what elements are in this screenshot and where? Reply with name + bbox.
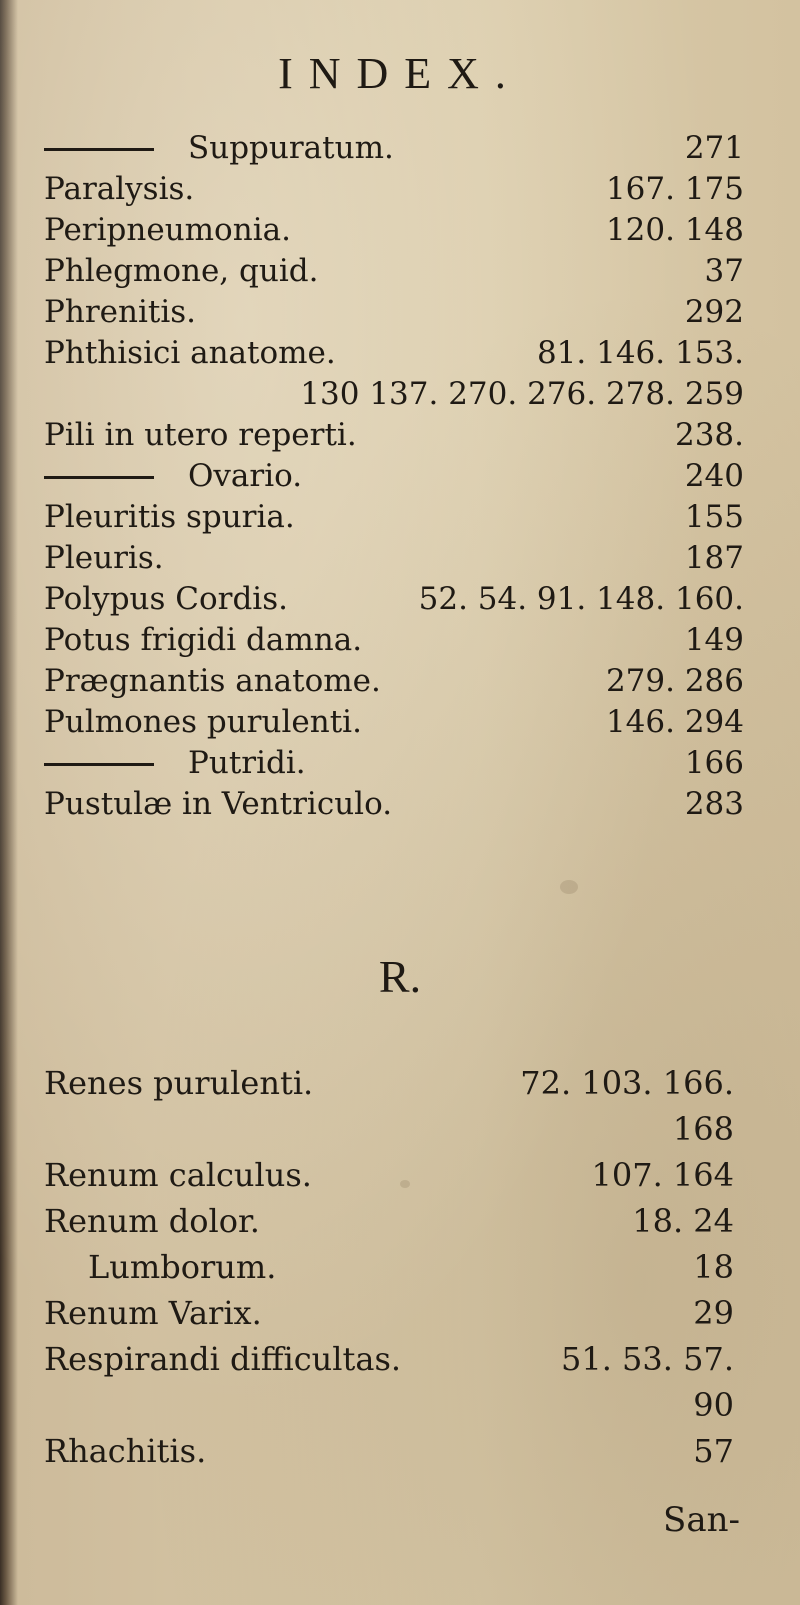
index-entry xyxy=(44,1060,734,1106)
entry-pages: 72. 103. 166. xyxy=(520,1064,734,1102)
index-entry xyxy=(44,784,744,825)
entry-label: Rhachitis. xyxy=(44,1432,207,1470)
index-entry xyxy=(44,128,744,169)
index-entry xyxy=(44,333,744,374)
entry-pages: 283 xyxy=(684,786,744,822)
entry-label: Pleuris. xyxy=(44,540,164,576)
entry-pages: 107. 164 xyxy=(591,1156,734,1194)
index-entry xyxy=(44,1290,734,1336)
entry-label: Renum Varix. xyxy=(44,1294,262,1332)
section-letter: R. xyxy=(378,951,422,1002)
index-entry xyxy=(44,456,744,497)
ditto-dash xyxy=(44,148,154,151)
index-entries-r xyxy=(44,1060,734,1474)
entry-pages: 167. 175 xyxy=(605,171,744,207)
index-entry xyxy=(44,415,744,456)
index-entry xyxy=(44,210,744,251)
entry-label: Phrenitis. xyxy=(44,294,197,330)
entry-pages: 240 xyxy=(684,458,744,494)
entry-label: Renum calculus. xyxy=(44,1156,312,1194)
entry-label: Lumborum. xyxy=(88,1248,277,1286)
index-entry xyxy=(44,702,744,743)
entry-pages: 51. 53. 57. xyxy=(560,1340,734,1378)
entry-pages: 279. 286 xyxy=(605,663,744,699)
ditto-dash xyxy=(44,476,154,479)
entry-label: Prægnantis anatome. xyxy=(44,663,381,699)
entry-pages: 90 xyxy=(693,1386,734,1424)
entry-label: Ovario. xyxy=(188,458,303,494)
index-entry xyxy=(44,1336,734,1382)
index-entry xyxy=(44,169,744,210)
index-subentry xyxy=(44,1244,734,1290)
entry-label: Suppuratum. xyxy=(188,130,394,166)
entry-pages: 155 xyxy=(684,499,744,535)
entry-label: Pleuritis spuria. xyxy=(44,499,295,535)
entry-pages: 149 xyxy=(684,622,744,658)
index-entry xyxy=(44,292,744,333)
entry-label: Pustulæ in Ventriculo. xyxy=(44,786,393,822)
ditto-dash xyxy=(44,763,154,766)
entry-label: Putridi. xyxy=(188,745,306,781)
index-entry xyxy=(44,743,744,784)
entry-label: Peripneumonia. xyxy=(44,212,291,248)
index-entry xyxy=(44,1152,734,1198)
entry-pages: 146. 294 xyxy=(605,704,744,740)
entry-label: Phthisici anatome. xyxy=(44,335,336,371)
ink-blot xyxy=(560,880,578,894)
entry-pages: 18. 24 xyxy=(632,1202,734,1240)
entry-label: Pulmones purulenti. xyxy=(44,704,362,740)
entry-label: Renes purulenti. xyxy=(44,1064,314,1102)
entry-pages: 168 xyxy=(672,1110,734,1148)
index-entry xyxy=(44,538,744,579)
entry-pages: 18 xyxy=(693,1248,734,1286)
entry-label: Polypus Cordis. xyxy=(44,581,288,617)
entry-pages: 271 xyxy=(684,130,744,166)
index-entry xyxy=(44,1428,734,1474)
entry-pages: 29 xyxy=(693,1294,734,1332)
entry-label: Phlegmone, quid. xyxy=(44,253,319,289)
index-entry xyxy=(44,579,744,620)
entry-pages: 120. 148 xyxy=(605,212,744,248)
entry-label: Paralysis. xyxy=(44,171,195,207)
index-entry xyxy=(44,251,744,292)
entry-pages: 37 xyxy=(704,253,744,289)
entry-pages: 238. xyxy=(674,417,744,453)
index-entry-continuation xyxy=(44,374,744,415)
entry-label: Pili in utero reperti. xyxy=(44,417,357,453)
index-entry xyxy=(44,1198,734,1244)
index-entries-p xyxy=(44,128,744,825)
entry-pages: 52. 54. 91. 148. 160. xyxy=(418,581,744,617)
entry-pages: 81. 146. 153. xyxy=(536,335,744,371)
index-entry xyxy=(44,661,744,702)
catchword: San- xyxy=(663,1500,740,1540)
page-title: INDEX. xyxy=(278,49,522,98)
entry-pages: 187 xyxy=(684,540,744,576)
index-entry xyxy=(44,620,744,661)
entry-pages: 166 xyxy=(684,745,744,781)
entry-pages: 130 137. 270. 276. 278. 259 xyxy=(300,376,744,412)
index-entry-continuation xyxy=(44,1106,734,1152)
entry-label: Renum dolor. xyxy=(44,1202,260,1240)
index-entry xyxy=(44,497,744,538)
entry-pages: 57 xyxy=(693,1432,734,1470)
entry-pages: 292 xyxy=(684,294,744,330)
entry-label: Potus frigidi damna. xyxy=(44,622,363,658)
index-entry-continuation xyxy=(44,1382,734,1428)
entry-label: Respirandi difficultas. xyxy=(44,1340,402,1378)
